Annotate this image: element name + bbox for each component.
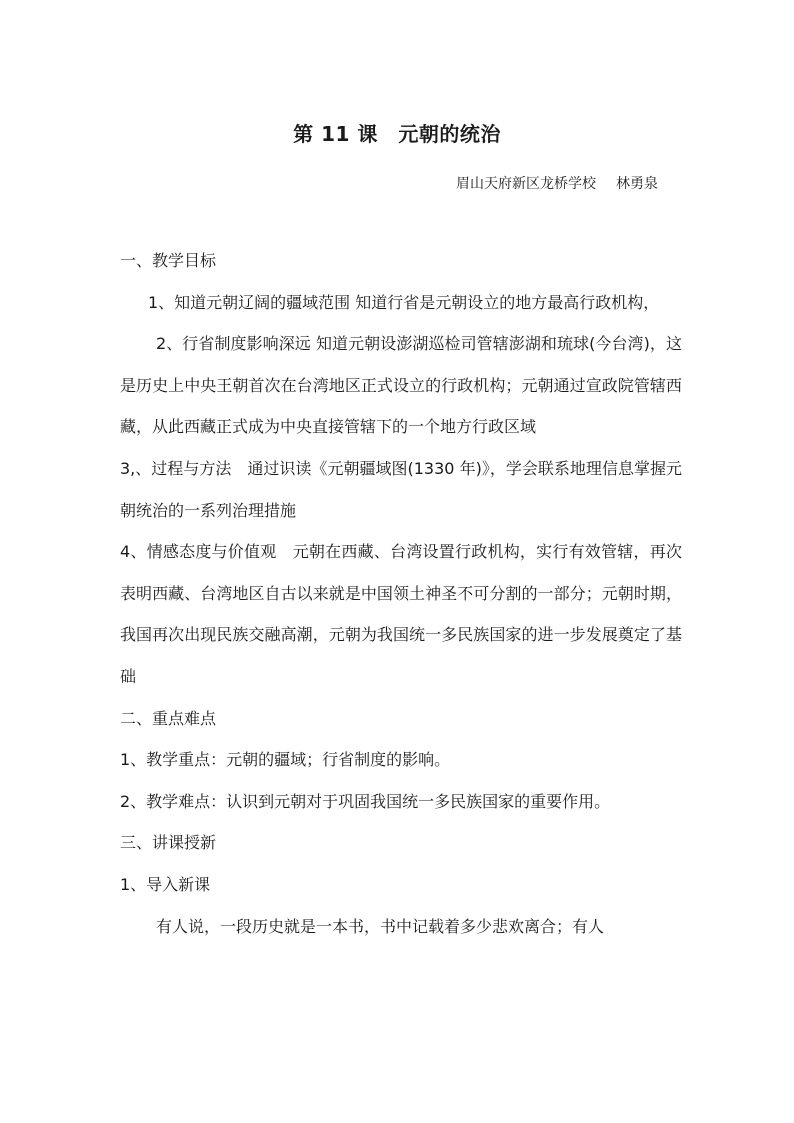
page-title: 第 11 课 元朝的统治: [293, 122, 501, 146]
paragraph-difficult-point: 2、教学难点：认识到元朝对于巩固我国统一多民族国家的重要作用。: [120, 791, 611, 811]
section-heading-key-points: 二、重点难点: [120, 708, 217, 728]
author-line: [456, 174, 658, 194]
paragraph-objective-1: 1、知道元朝辽阔的疆域范围 知道行省是元朝设立的地方最高行政机构，: [148, 292, 660, 312]
paragraph-objective-4: 4、情感态度与价值观 元朝在西藏、台湾设置行政机构，实行有效管辖，再次表明西藏、台湾地区自古以来就是中国领土神圣不可分割的一部分；元朝时期，我国再次出现民族交融高潮，元朝为我国统一多民族国家的进一步发展奠定了基础: [120, 542, 682, 686]
paragraph-key-point: 1、教学重点：元朝的疆域；行省制度的影响。: [120, 750, 451, 770]
paragraph-intro-text: 有人说，一段历史就是一本书，书中记载着多少悲欢离合；有人: [156, 916, 605, 936]
author-school: 眉山天府新区龙桥学校: [456, 176, 596, 192]
document-body: [120, 240, 682, 947]
section-heading-teaching: 三、讲课授新: [120, 833, 217, 853]
paragraph-objective-3: 3,、过程与方法 通过识读《元朝疆域图(1330 年)》，学会联系地理信息掌握元朝统治的一系列治理措施: [120, 458, 682, 520]
author-name: 林勇泉: [616, 176, 658, 192]
section-heading-objectives: 一、教学目标: [120, 251, 217, 270]
paragraph-intro-heading: 1、导入新课: [120, 874, 211, 894]
paragraph-objective-2: 2、行省制度影响深远 知道元朝设澎湖巡检司管辖澎湖和琉球(今台湾)，这是历史上中央王朝首次在台湾地区正式设立的行政机构；元朝通过宣政院管辖西藏，从此西藏正式成为中央直接管辖下的一个地方行政区域: [120, 334, 682, 437]
